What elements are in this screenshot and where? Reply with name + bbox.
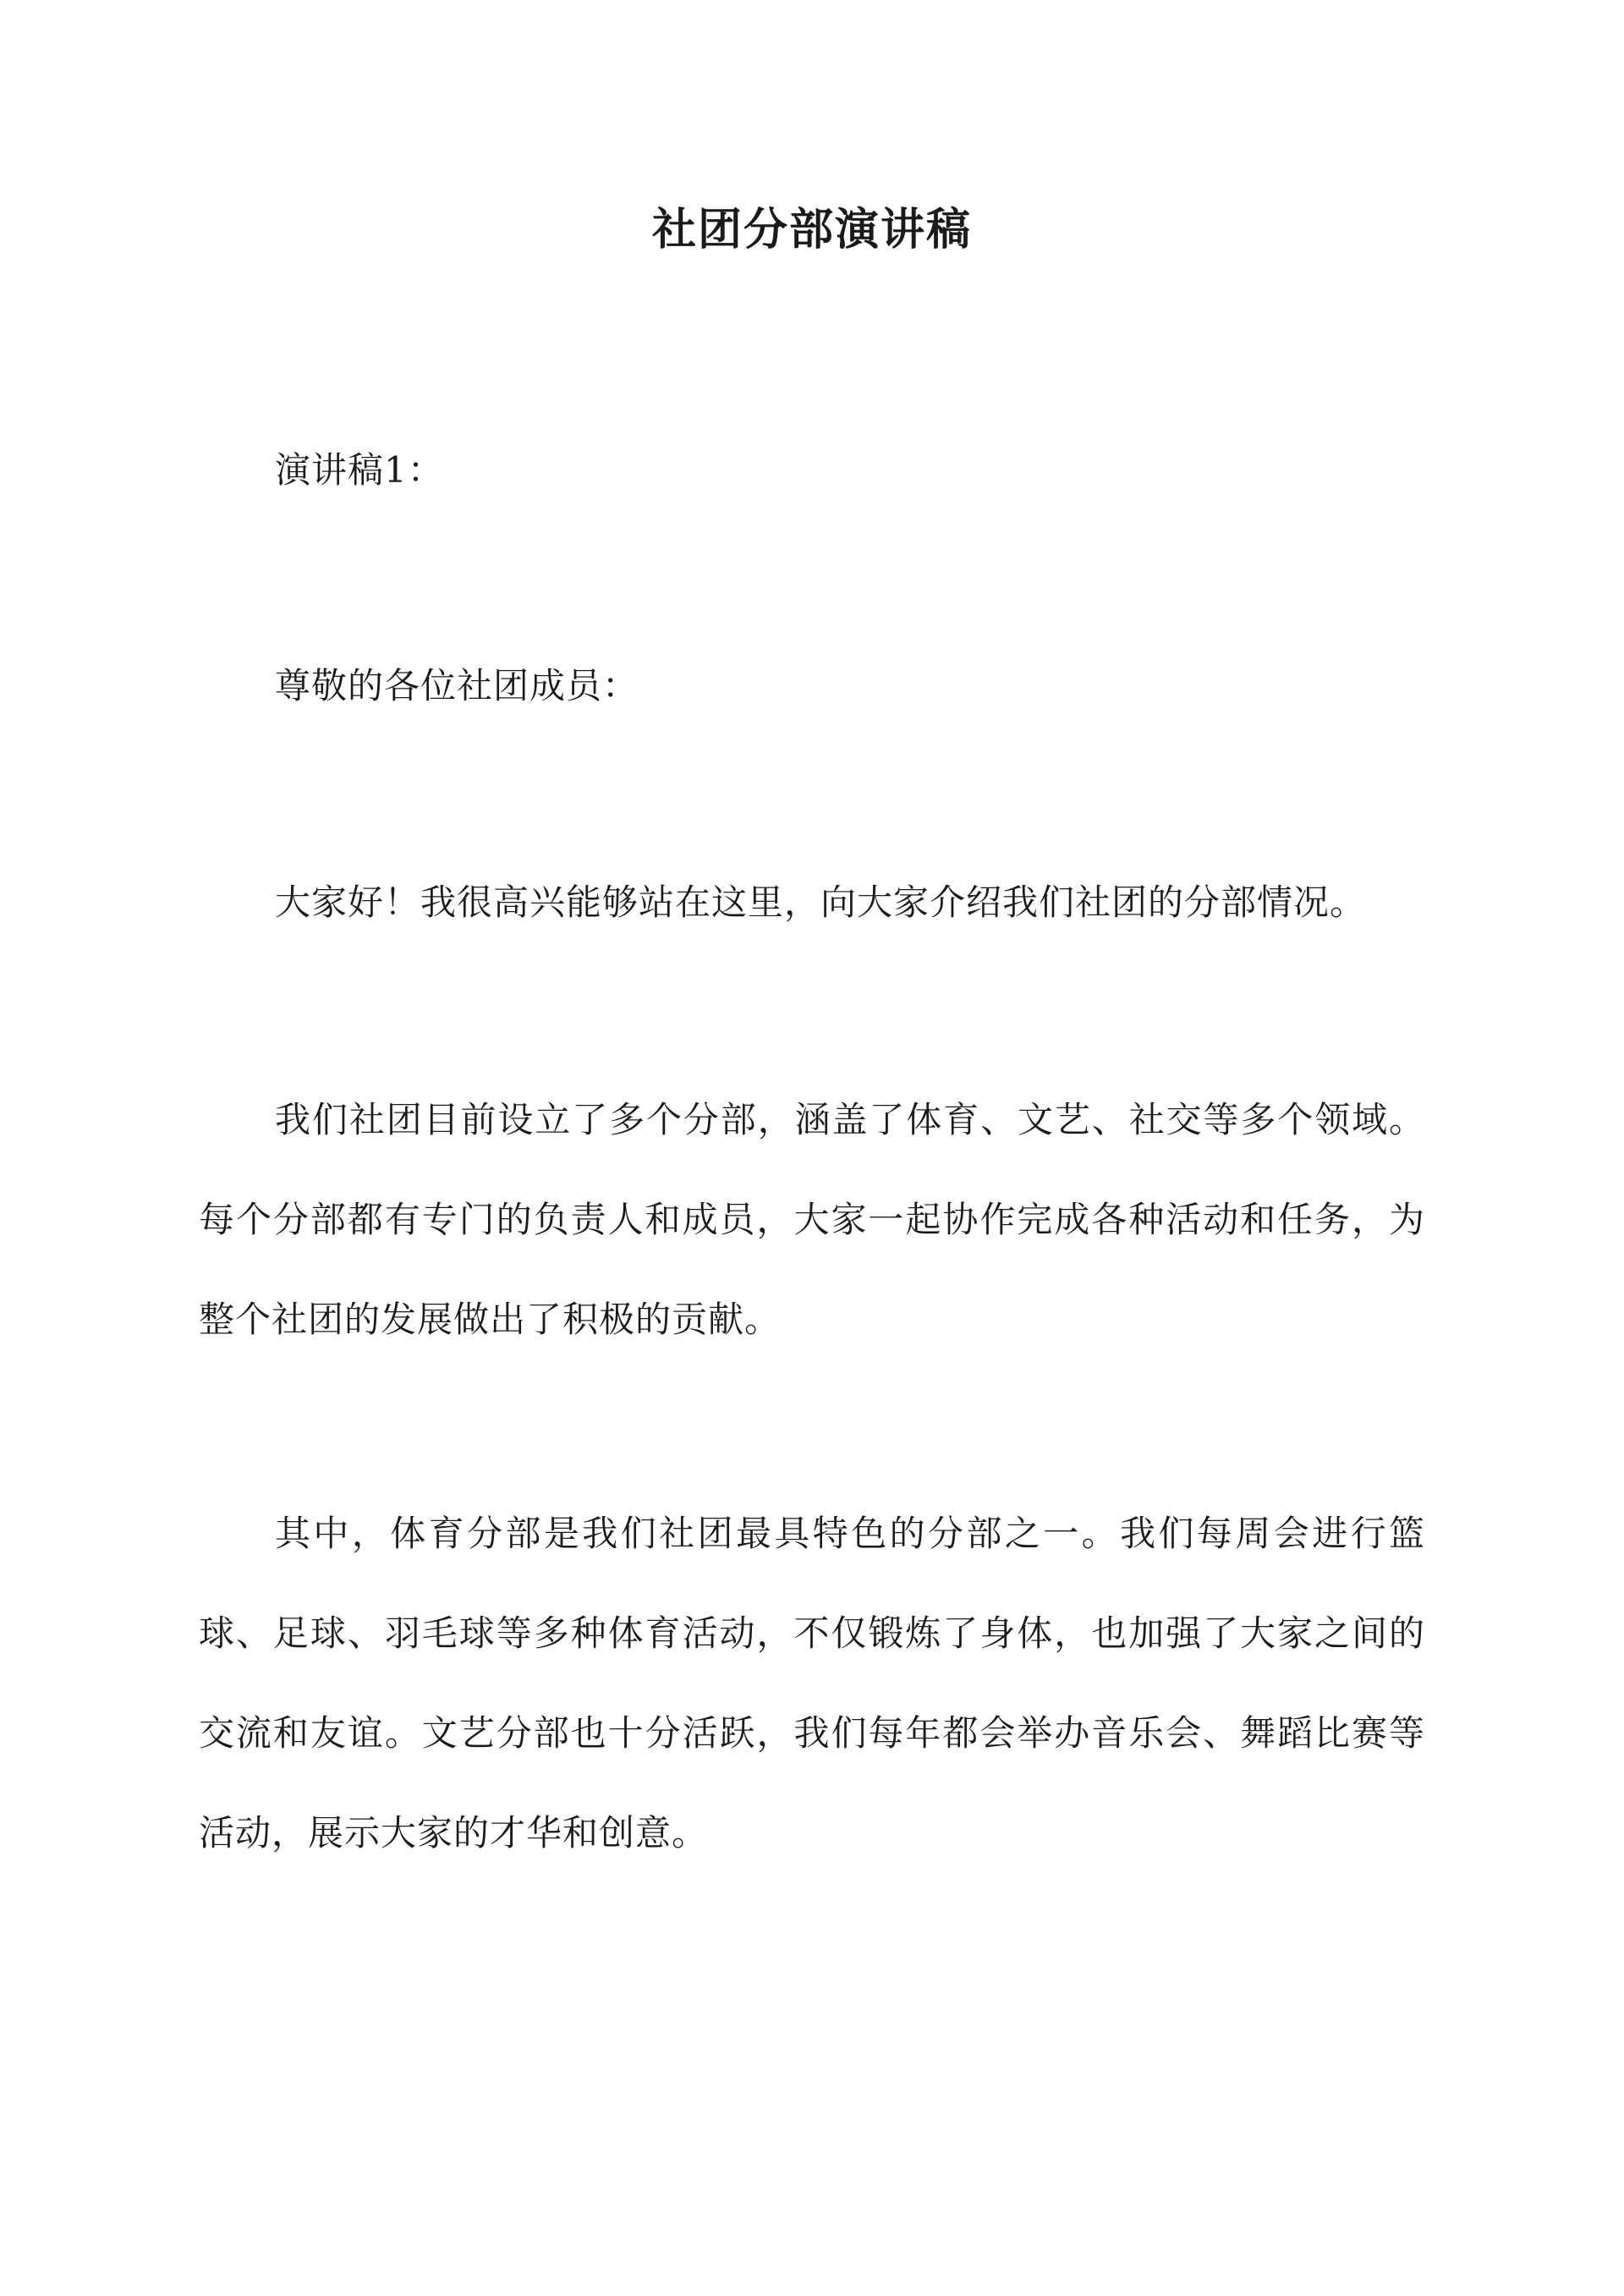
paragraph-salutation: 尊敬的各位社团成员： (275, 665, 639, 706)
paragraph-speech-label: 演讲稿1： (275, 449, 444, 491)
paragraph-branches-overview: 我们社团目前设立了多个分部，涵盖了体育、文艺、社交等多个领域。每个分部都有专门的负责人和成员，大家一起协作完成各种活动和任务，为整个社团的发展做出了积极的贡献。 (199, 1099, 1425, 1340)
paragraph-sports-arts: 其中，体育分部是我们社团最具特色的分部之一。我们每周会进行篮球、足球、羽毛球等多种体育活动，不仅锻炼了身体，也加强了大家之间的交流和友谊。文艺分部也十分活跃，我们每年都会举办音乐会、舞蹈比赛等活动，展示大家的才华和创意。 (199, 1513, 1425, 1854)
paragraph-greeting: 大家好！我很高兴能够站在这里，向大家介绍我们社团的分部情况。 (275, 882, 1367, 923)
document-title: 社团分部演讲稿 (651, 204, 972, 255)
